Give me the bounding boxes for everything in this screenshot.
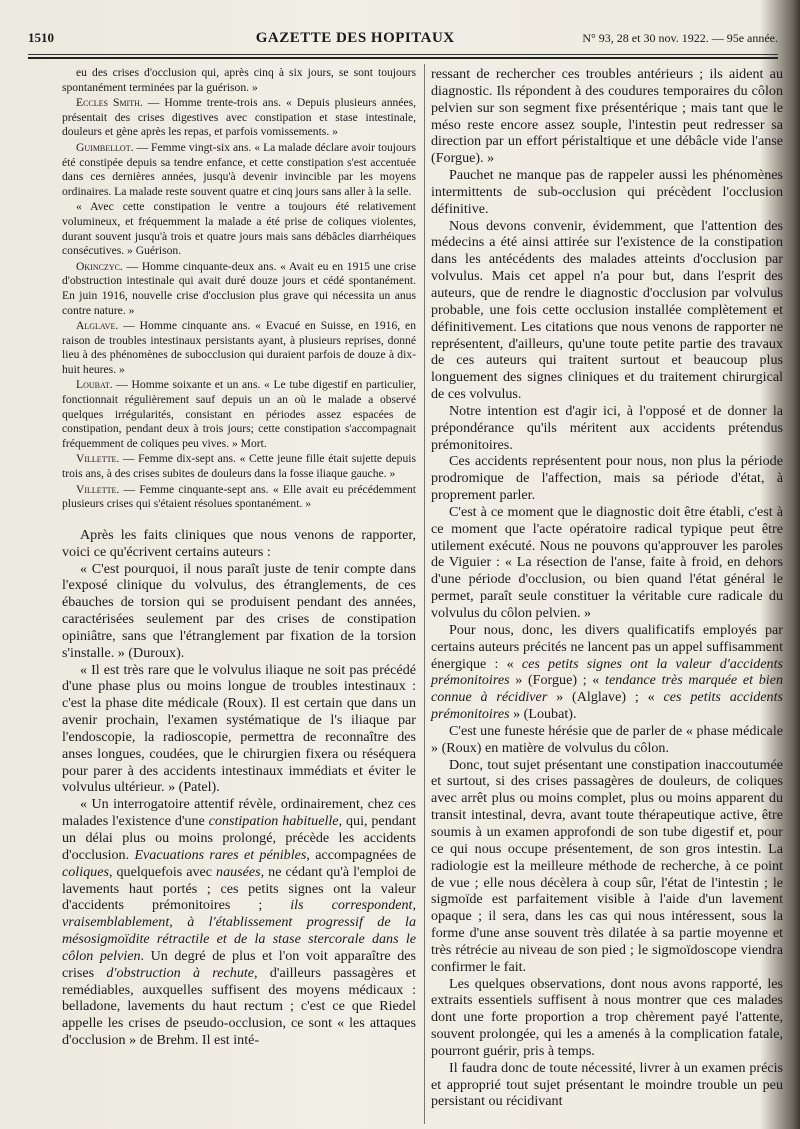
paragraph: Les quelques observations, dont nous avons rapporté, les extraits essentiels suffisent à nous montrer que ces malades dont une forte proportion a trop chèrement payé l'attente, souvent prolongée, qui les a amenés à la complication fatale, pourront guérir, pris à temps.: [431, 975, 783, 1059]
case-observation: [62, 200, 416, 258]
author-name: Guimbellot.: [76, 140, 134, 154]
case-observation: [62, 260, 416, 318]
author-name: Villette.: [76, 482, 120, 496]
paragraph: ressant de rechercher ces troubles antérieurs ; ils aident au diagnostic. Ils répondent à des coudures temporaires du côlon pelvien sur son segment fixe présentérique ; mais tant que le méso reste encore assez souple, l'intestin peut redresser sa direction par un effort péristaltique et une débâcle vide l'anse (Forgue). »: [431, 66, 783, 167]
case-observation: [62, 66, 416, 95]
observation-text: — Homme soixante et un ans. « Le tube digestif en particulier, fonctionnait régulièrement sauf depuis un an où le malade a observé quelques irrégularités, consistant en périodes assez espacées de constipation, pendant deux à trois jours; cette constipation s'accompagnait fréquemment de coliques peu vives. » Mort.: [62, 378, 416, 450]
author-name: Eccles Smith.: [76, 96, 143, 110]
header-rule-thick: [28, 57, 778, 59]
paragraph: « C'est pourquoi, il nous paraît juste de tenir compte dans l'exposé clinique du volvulus, des étranglements, de ces ébauches de torsion qui se produisent pendant des années, caractérisées seulement par des crises de constipation opiniâtre, sans que l'étranglement par fixation de la torsion s'installe. » (Duroux).: [62, 560, 416, 661]
author-name: Okinczyc.: [76, 259, 123, 273]
observation-text: — Homme trente-trois ans. « Depuis plusieurs années, présentait des crises digestives avec constipation et stase intestinale, douleurs et gène après les repas, et parfois vomissements. »: [62, 96, 416, 139]
case-observation: [62, 96, 416, 140]
page-number: 1510: [28, 30, 54, 45]
right-body-text: [431, 66, 783, 1110]
case-observation: [62, 319, 416, 377]
paragraph: « Un interrogatoire attentif révèle, ordinairement, chez ces malades l'existence d'une constipation habituelle, qui, pendant un délai plus ou moins prolongé, précède les accidents d'occlusion. Evacuations rares et pénibles, accompagnées de coliques, quelquefois avec nausées, ne cédant qu'à l'emploi de lavements haut portés ; ces petits signes ont la valeur d'accidents prémonitoires ; ils correspondent, vraisemblablement, à l'établissement progressif de la mésosigmoïdite rétractile et de la stase stercorale dans le côlon pelvien. Un degré de plus et l'on voit apparaître des crises d'obstruction à rechute, d'ailleurs passagères et remédiables, auxquelles suffisent des moyens médicaux : belladone, lavements du haut rectum ; c'est ce que Riedel appelle les crises de pseudo-occlusion, ce sont « les attaques d'occlusion » de Brehm. Il est inté-: [62, 796, 417, 1049]
author-name: Loubat.: [76, 378, 113, 392]
paragraph: Nous devons convenir, évidemment, que l'attention des médecins a été ainsi attirée sur l'existence de la constipation dans les antécédents des malades atteints d'occlusion par volvulus. Mais cet appel n'a pour but, dans l'esprit des auteurs, que de rendre le diagnostic d'occlusion par volvulus probable, une fois cette occlusion installée complètement et définitivement. Les citations que nous venons de rapporter ne représentent, d'ailleurs, qu'une toute petite partie des travaux de ces auteurs qui traitent surtout et beaucoup plus longuement des signes cliniques et du traitement chirurgical de ces volvulus.: [431, 217, 783, 403]
observation-text: — Femme dix-sept ans. « Cette jeune fille était sujette depuis trois ans, à des crises subites de douleurs dans la fosse iliaque gauche. »: [62, 452, 416, 481]
left-body-text: [62, 527, 416, 1049]
column-divider: [424, 64, 425, 1124]
case-observations: [62, 66, 416, 512]
observation-text: — Femme cinquante-sept ans. « Elle avait eu précédemment plusieurs crises qui s'étaient résolues spontanément. »: [62, 482, 416, 511]
case-observation: [62, 141, 416, 199]
case-observation: [62, 452, 416, 481]
author-name: Alglave.: [76, 319, 119, 333]
paragraph: C'est une funeste hérésie que de parler de « phase médicale » (Roux) en matière de volvulus du côlon.: [431, 722, 783, 756]
paragraph: Pauchet ne manque pas de rappeler aussi les phénomènes intermittents de sub-occlusion qui précèdent l'occlusion définitive.: [431, 167, 783, 217]
case-observation: [62, 483, 416, 512]
header-rule: [28, 54, 778, 55]
journal-title: GAZETTE DES HOPITAUX: [255, 30, 455, 46]
paragraph: Ces accidents représentent pour nous, non plus la période prodromique de l'affection, mais sa période d'état, à proprement parler.: [431, 453, 783, 504]
right-column: [431, 66, 783, 1110]
observation-text: — Homme cinquante-deux ans. « Avait eu en 1915 une crise d'obstruction intestinale qui avait duré douze jours et cédé spontanément. En juin 1916, nouvelle crise d'occlusion plus grave qui nécessita un anus contre nature. »: [62, 259, 416, 317]
paragraph: Pour nous, donc, les divers qualificatifs employés par certains auteurs précités ne lancent pas un appel suffisamment énergique : « ces petits signes ont la valeur d'accidents prémonitoires » (Forgue) ; « tendance très marquée et bien connue à récidiver » (Alglave) ; « ces petits accidents prémonitoires » (Loubat).: [431, 621, 783, 723]
paragraph: Après les faits cliniques que nous venons de rapporter, voici ce qu'écrivent certains auteurs :: [62, 526, 416, 560]
paragraph: « Il est très rare que le volvulus iliaque ne soit pas précédé d'une phase plus ou moins longue de troubles intestinaux : c'est la phase dite médicale (Roux). Il est certain que dans un avenir prochain, l'examen systématique de l's iliaque par l'endoscopie, la radioscopie, permettra de reconnaître des anses longues, coudées, que le chirurgien fixera ou réséquera pour parer à des accidents intestinaux immédiats et éviter le volvulus ultérieur. » (Patel).: [62, 661, 416, 796]
observation-text: — Homme cinquante ans. « Evacué en Suisse, en 1916, en raison de troubles intestinaux persistants ayant, à plusieurs reprises, donné lieu à des phénomènes de subocclusion qui duraient parfois de douze à dix-huit heures. »: [62, 319, 416, 376]
issue-info: N° 93, 28 et 30 nov. 1922. — 95e année.: [582, 31, 778, 45]
paragraph: Notre intention est d'agir ici, à l'opposé et de donner la prépondérance qu'ils méritent aux accidents prétendus prémonitoires.: [431, 402, 783, 453]
paragraph: Il faudra donc de toute nécessité, livrer à un examen précis et approprié tout sujet présentant le moindre trouble un peu persistant ou récidivant: [431, 1059, 783, 1110]
left-column: [62, 66, 416, 1049]
paragraph: C'est à ce moment que le diagnostic doit être établi, c'est à ce moment que l'acte opératoire radical typique peut être utilement exécuté. Nous ne pouvons qu'approuver les paroles de Viguier : « La résection de l'anse, faite à froid, en dehors d'une période d'occlusion, ou bien quand l'état général le permet, paraît seule constituer la véritable cure radicale du volvulus du côlon pelvien. »: [431, 503, 783, 621]
observation-text: « Avec cette constipation le ventre a toujours été relativement volumineux, et fréquemment la malade a été prise de coliques violentes, durant souvent jusqu'à trois et quatre jours mais sans débâcles diarrhéiques consécutives. » Guérison.: [62, 200, 416, 258]
paragraph: Donc, tout sujet présentant une constipation inaccoutumée et surtout, si des crises passagères de douleurs, de coliques avec arrêt plus ou moins complet, plus ou moins apparent du transit intestinal, devra, avant toute thérapeutique active, être soumis à un examen approfondi de son tube digestif et, pour ce qui nous occupe présentement, de son gros intestin. La radiologie est la meilleure méthode de recherche, à ce point de vue ; elle nous décèlera à coup sûr, l'état de l'intestin ; le sigmoïde est parfaitement visible à l'aide d'un lavement opaque ; il sera, dans les cas qui nous intéressent, sous la forme d'une anse souvent très dilatée à sa partie moyenne et très rétrécie au niveau de son pied ; le sigmoïdoscope viendra confirmer le fait.: [431, 756, 783, 975]
page-header: [28, 30, 778, 52]
case-observation: [62, 378, 416, 451]
observation-text: — Femme vingt-six ans. « La malade déclare avoir toujours été constipée depuis sa tendre enfance, et cette constipation s'est accentuée dans ces dernières années, jusqu'à devenir invincible par les moyens ordinaires. La malade reste souvent quatre et cinq jours sans aller à la selle.: [62, 140, 416, 198]
author-name: Villette.: [76, 452, 120, 466]
observation-text: eu des crises d'occlusion qui, après cinq à six jours, se sont toujours spontanément terminées par la guérison. »: [62, 66, 416, 94]
